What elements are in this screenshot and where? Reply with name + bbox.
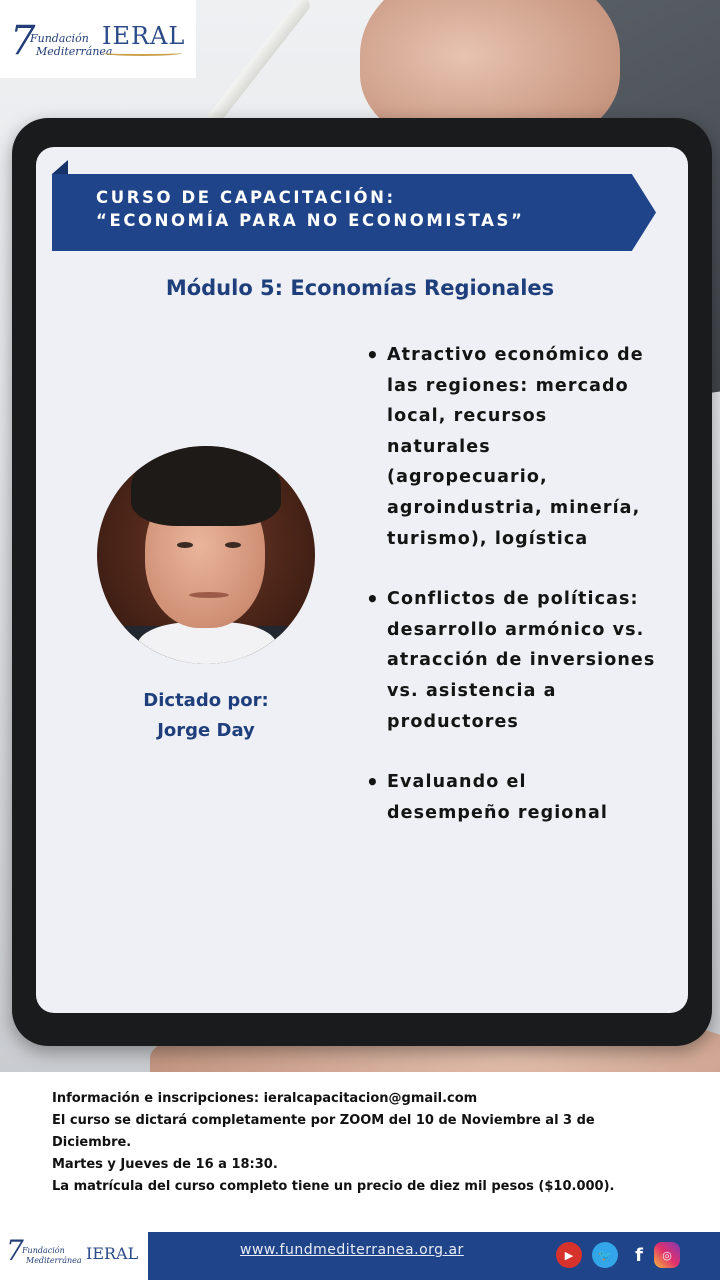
header-logos bbox=[0, 0, 196, 78]
footer-bar bbox=[0, 1232, 720, 1280]
twitter-icon[interactable]: 🐦 bbox=[592, 1242, 618, 1268]
course-banner-line2: “ECONOMÍA PARA NO ECONOMISTAS” bbox=[96, 211, 525, 230]
course-banner-line1: CURSO DE CAPACITACIÓN: bbox=[96, 188, 396, 207]
instagram-icon[interactable]: ◎ bbox=[654, 1242, 680, 1268]
info-price: La matrícula del curso completo tiene un precio de diez mil pesos ($10.000). bbox=[52, 1179, 615, 1194]
topic-item: • Conflictos de políticas: desarrollo armónico vs. atracción de inversiones vs. asistencia a productores bbox=[366, 584, 656, 737]
info-schedule-hours: Martes y Jueves de 16 a 18:30. bbox=[52, 1157, 278, 1172]
topic-item: • Atractivo económico de las regiones: mercado local, recursos naturales (agropecuario, agroindustria, minería, turismo), logística bbox=[366, 340, 656, 554]
fundacion-logo-mark: 7 bbox=[10, 18, 36, 64]
website-link[interactable]: www.fundmediterranea.org.ar bbox=[240, 1242, 464, 1258]
facebook-icon[interactable]: f bbox=[635, 1244, 643, 1266]
ieral-logo-small: IERAL bbox=[86, 1244, 139, 1263]
fundacion-logo-text-small: Fundación Mediterránea bbox=[22, 1246, 82, 1265]
fundacion-logo-text: Fundación Mediterránea bbox=[30, 32, 113, 58]
footer-logos bbox=[0, 1232, 148, 1280]
ieral-logo-swoosh bbox=[102, 50, 182, 56]
youtube-icon[interactable]: ▶ bbox=[556, 1242, 582, 1268]
module-title: Módulo 5: Economías Regionales bbox=[165, 276, 555, 300]
instructor-photo bbox=[97, 446, 315, 664]
info-contact: Información e inscripciones: ieralcapacitacion@gmail.com bbox=[52, 1091, 478, 1106]
course-info bbox=[0, 1072, 720, 1232]
instructor-name: Jorge Day bbox=[157, 720, 255, 741]
fundacion-logo-mark-small: 7 bbox=[6, 1234, 24, 1267]
topics-list bbox=[366, 340, 656, 828]
ieral-logo: IERAL bbox=[102, 22, 186, 50]
topic-item: • Evaluando el desempeño regional bbox=[366, 767, 656, 828]
instructor-label: Dictado por: bbox=[143, 690, 269, 711]
instructor-credit bbox=[106, 686, 306, 746]
course-banner-text bbox=[96, 186, 524, 232]
info-schedule-dates: El curso se dictará completamente por ZOOM del 10 de Noviembre al 3 de Diciembre. bbox=[52, 1113, 595, 1150]
